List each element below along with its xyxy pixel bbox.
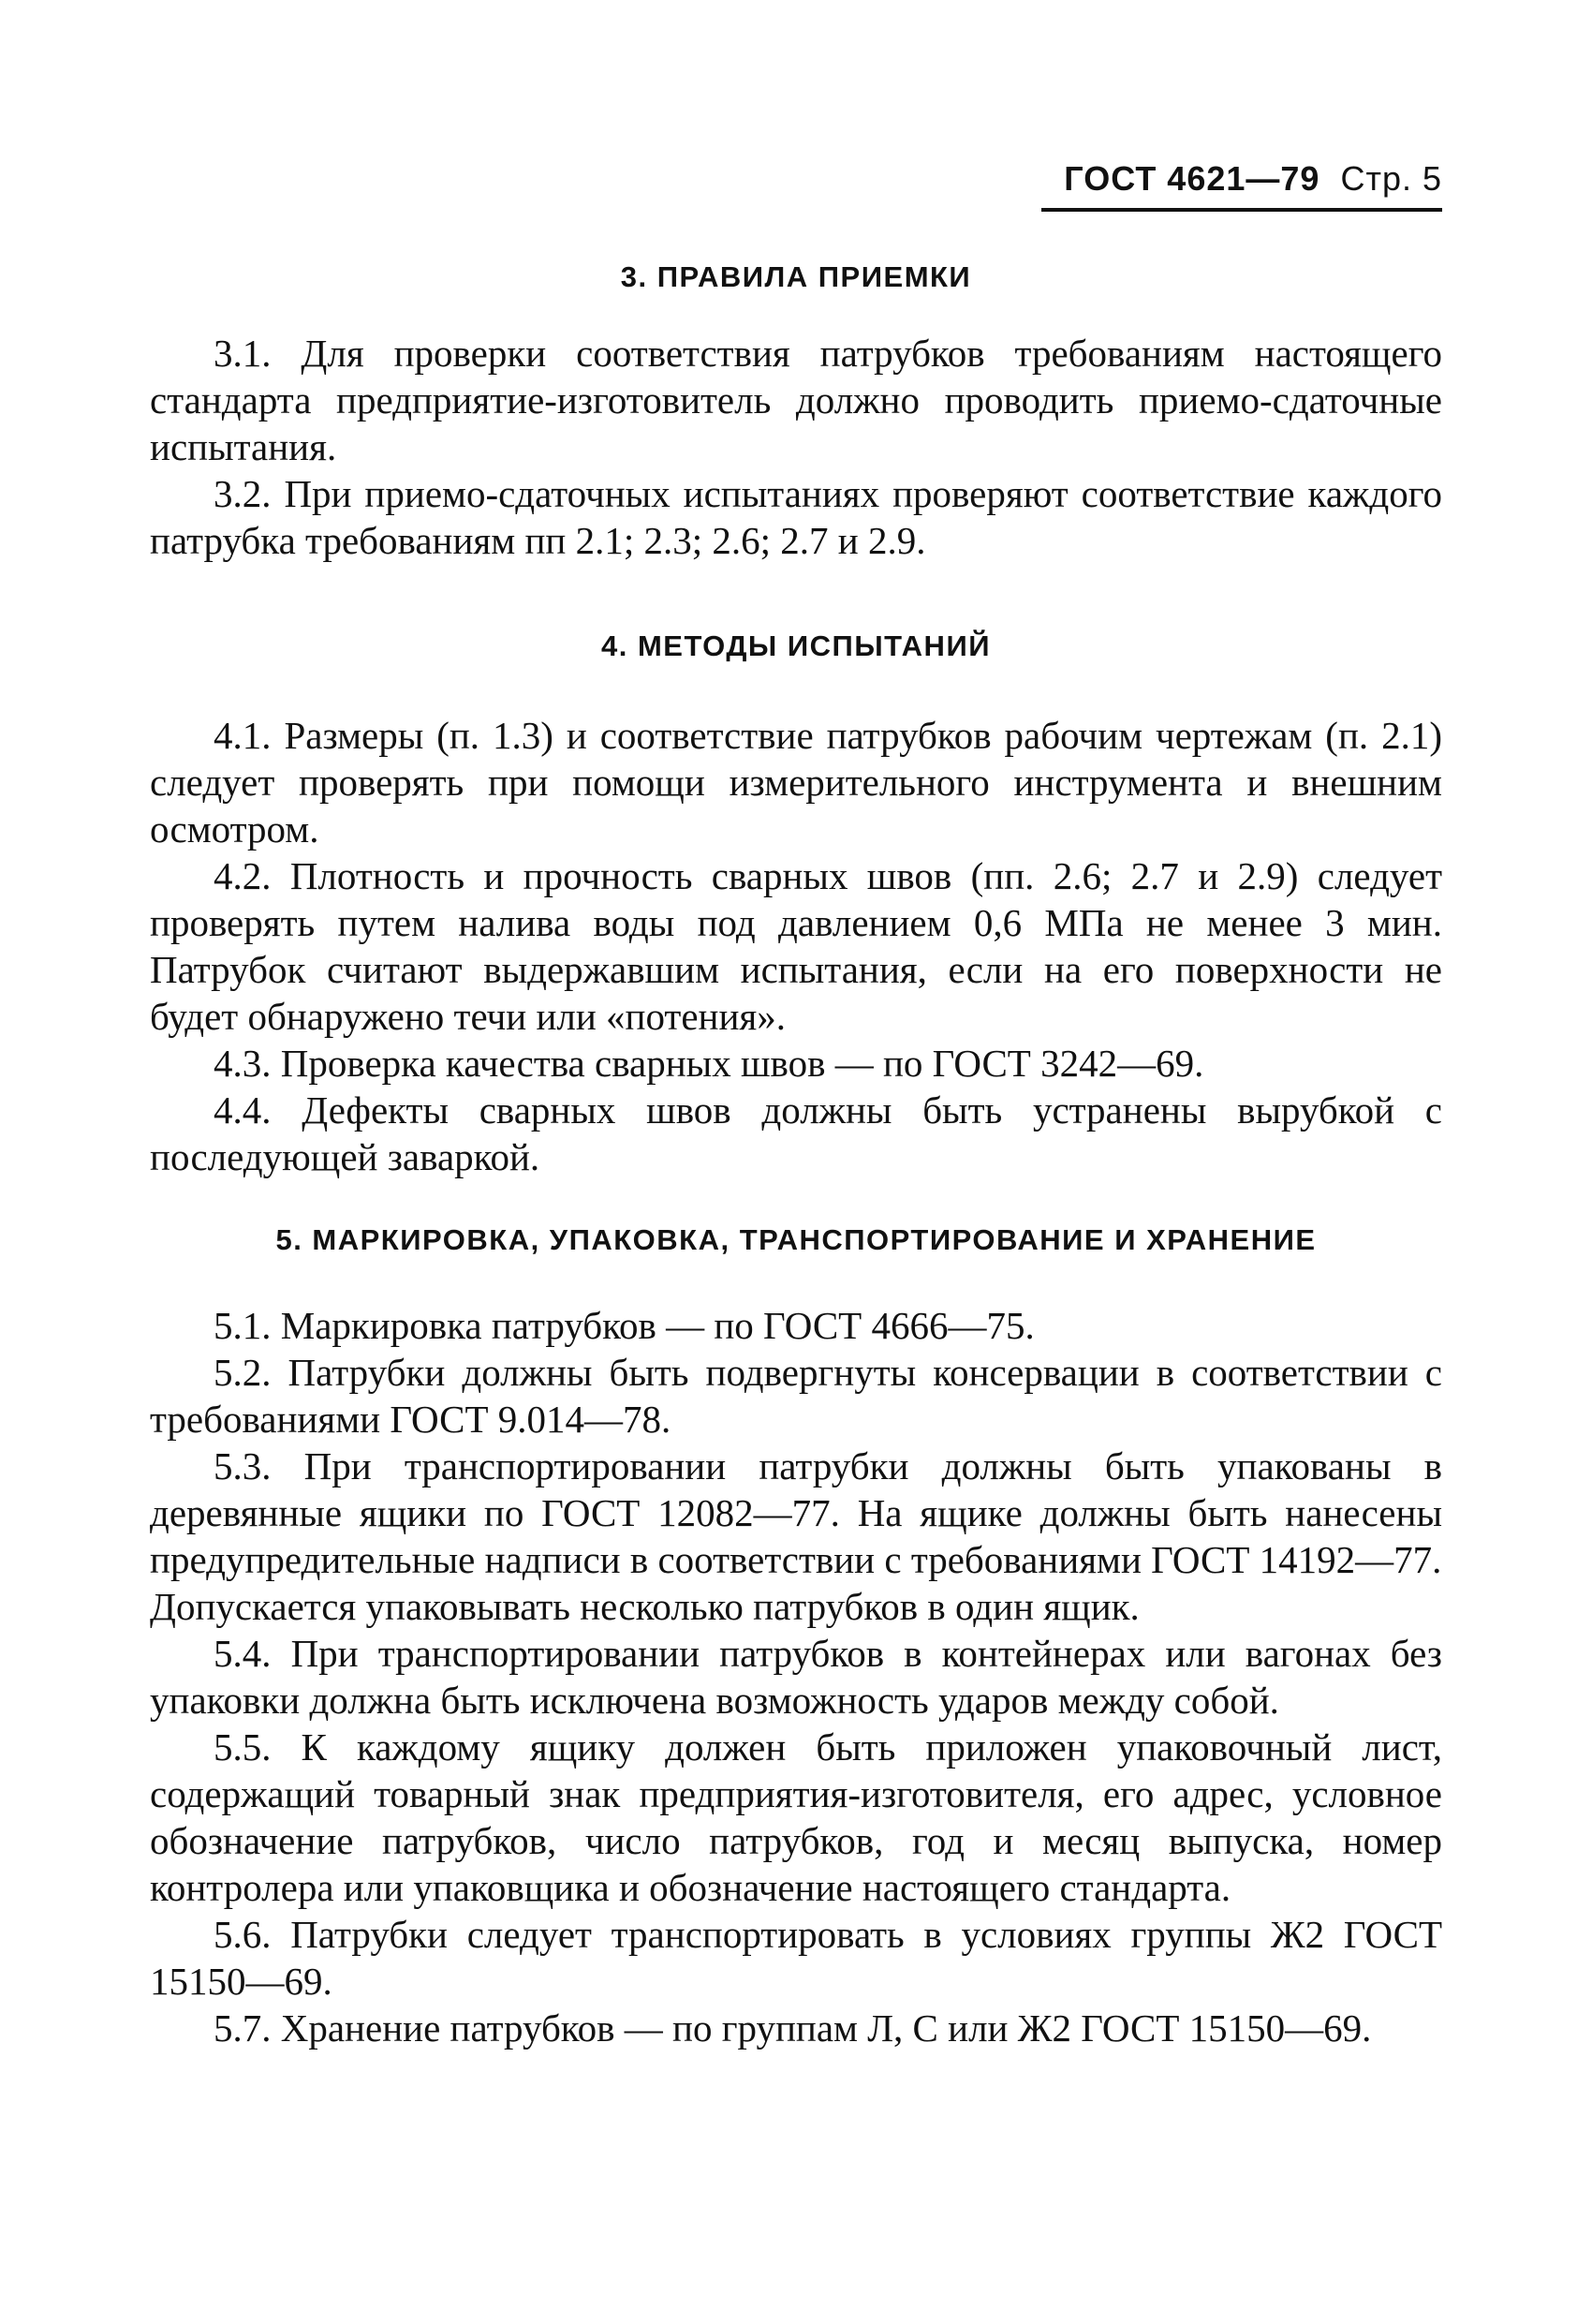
section-title-5: 5. МАРКИРОВКА, УПАКОВКА, ТРАНСПОРТИРОВАНИЕ И ХРАНЕНИЕ — [275, 1223, 1317, 1256]
section-body-5 — [150, 1302, 1442, 2051]
clause-5-3: 5.3. При транспортировании патрубки должны быть упакованы в деревянные ящики по ГОСТ 12082—77. На ящике должны быть нанесены предупредительные надписи в соответствии с требованиями ГОСТ 14192—77. — [150, 1444, 1442, 1581]
section-body-3 — [150, 330, 1442, 564]
header-rule — [1041, 208, 1442, 212]
clause-3-2: 3.2. При приемо-сдаточных испытаниях проверяют соответствие каждого патрубка требованиям пп 2.1; 2.3; 2.6; 2.7 и 2.9. — [150, 472, 1442, 562]
clause-4-3: 4.3. Проверка качества сварных швов — по ГОСТ 3242—69. — [214, 1042, 1204, 1085]
clause-5-6: 5.6. Патрубки следует транспортировать в условиях группы Ж2 ГОСТ 15150—69. — [150, 1913, 1442, 2003]
section-title-3: 3. ПРАВИЛА ПРИЕМКИ — [620, 260, 972, 293]
page-number: Стр. 5 — [1340, 159, 1442, 198]
document-page — [150, 0, 1442, 2324]
clause-5-3-note: Допускается упаковывать несколько патрубков в один ящик. — [150, 1585, 1140, 1628]
clause-4-1: 4.1. Размеры (п. 1.3) и соответствие патрубков рабочим чертежам (п. 2.1) следует проверять при помощи измерительного инструмента и внешним осмотром. — [150, 714, 1442, 851]
clause-5-1: 5.1. Маркировка патрубков — по ГОСТ 4666—75. — [214, 1304, 1035, 1347]
clause-5-5: 5.5. К каждому ящику должен быть приложен упаковочный лист, содержащий товарный знак предприятия-изготовителя, его адрес, условное обозначение патрубков, число патрубков, год и месяц выпуска, номер контролера или упаковщика и обозначение настоящего стандарта. — [150, 1725, 1442, 1909]
clause-3-1: 3.1. Для проверки соответствия патрубков требованиям настоящего стандарта предприятие-изготовитель должно проводить приемо-сдаточные испытания. — [150, 332, 1442, 468]
clause-5-2: 5.2. Патрубки должны быть подвергнуты консервации в соответствии с требованиями ГОСТ 9.014—78. — [150, 1351, 1442, 1441]
clause-5-7: 5.7. Хранение патрубков — по группам Л, С или Ж2 ГОСТ 15150—69. — [214, 2006, 1372, 2050]
clause-4-4: 4.4. Дефекты сварных швов должны быть устранены вырубкой с последующей заваркой. — [150, 1088, 1442, 1178]
running-head — [1064, 159, 1442, 199]
clause-4-2: 4.2. Плотность и прочность сварных швов (пп. 2.6; 2.7 и 2.9) следует проверять путем налива воды под давлением 0,6 МПа не менее 3 мин. Патрубок считают выдержавшим испытания, если на его поверхности не будет обнаружено течи или «потения». — [150, 854, 1442, 1038]
clause-5-4: 5.4. При транспортировании патрубков в контейнерах или вагонах без упаковки должна быть исключена возможность ударов между собой. — [150, 1632, 1442, 1722]
standard-designation: ГОСТ 4621—79 — [1064, 159, 1320, 198]
section-body-4 — [150, 712, 1442, 1180]
section-title-4: 4. МЕТОДЫ ИСПЫТАНИЙ — [601, 629, 991, 662]
